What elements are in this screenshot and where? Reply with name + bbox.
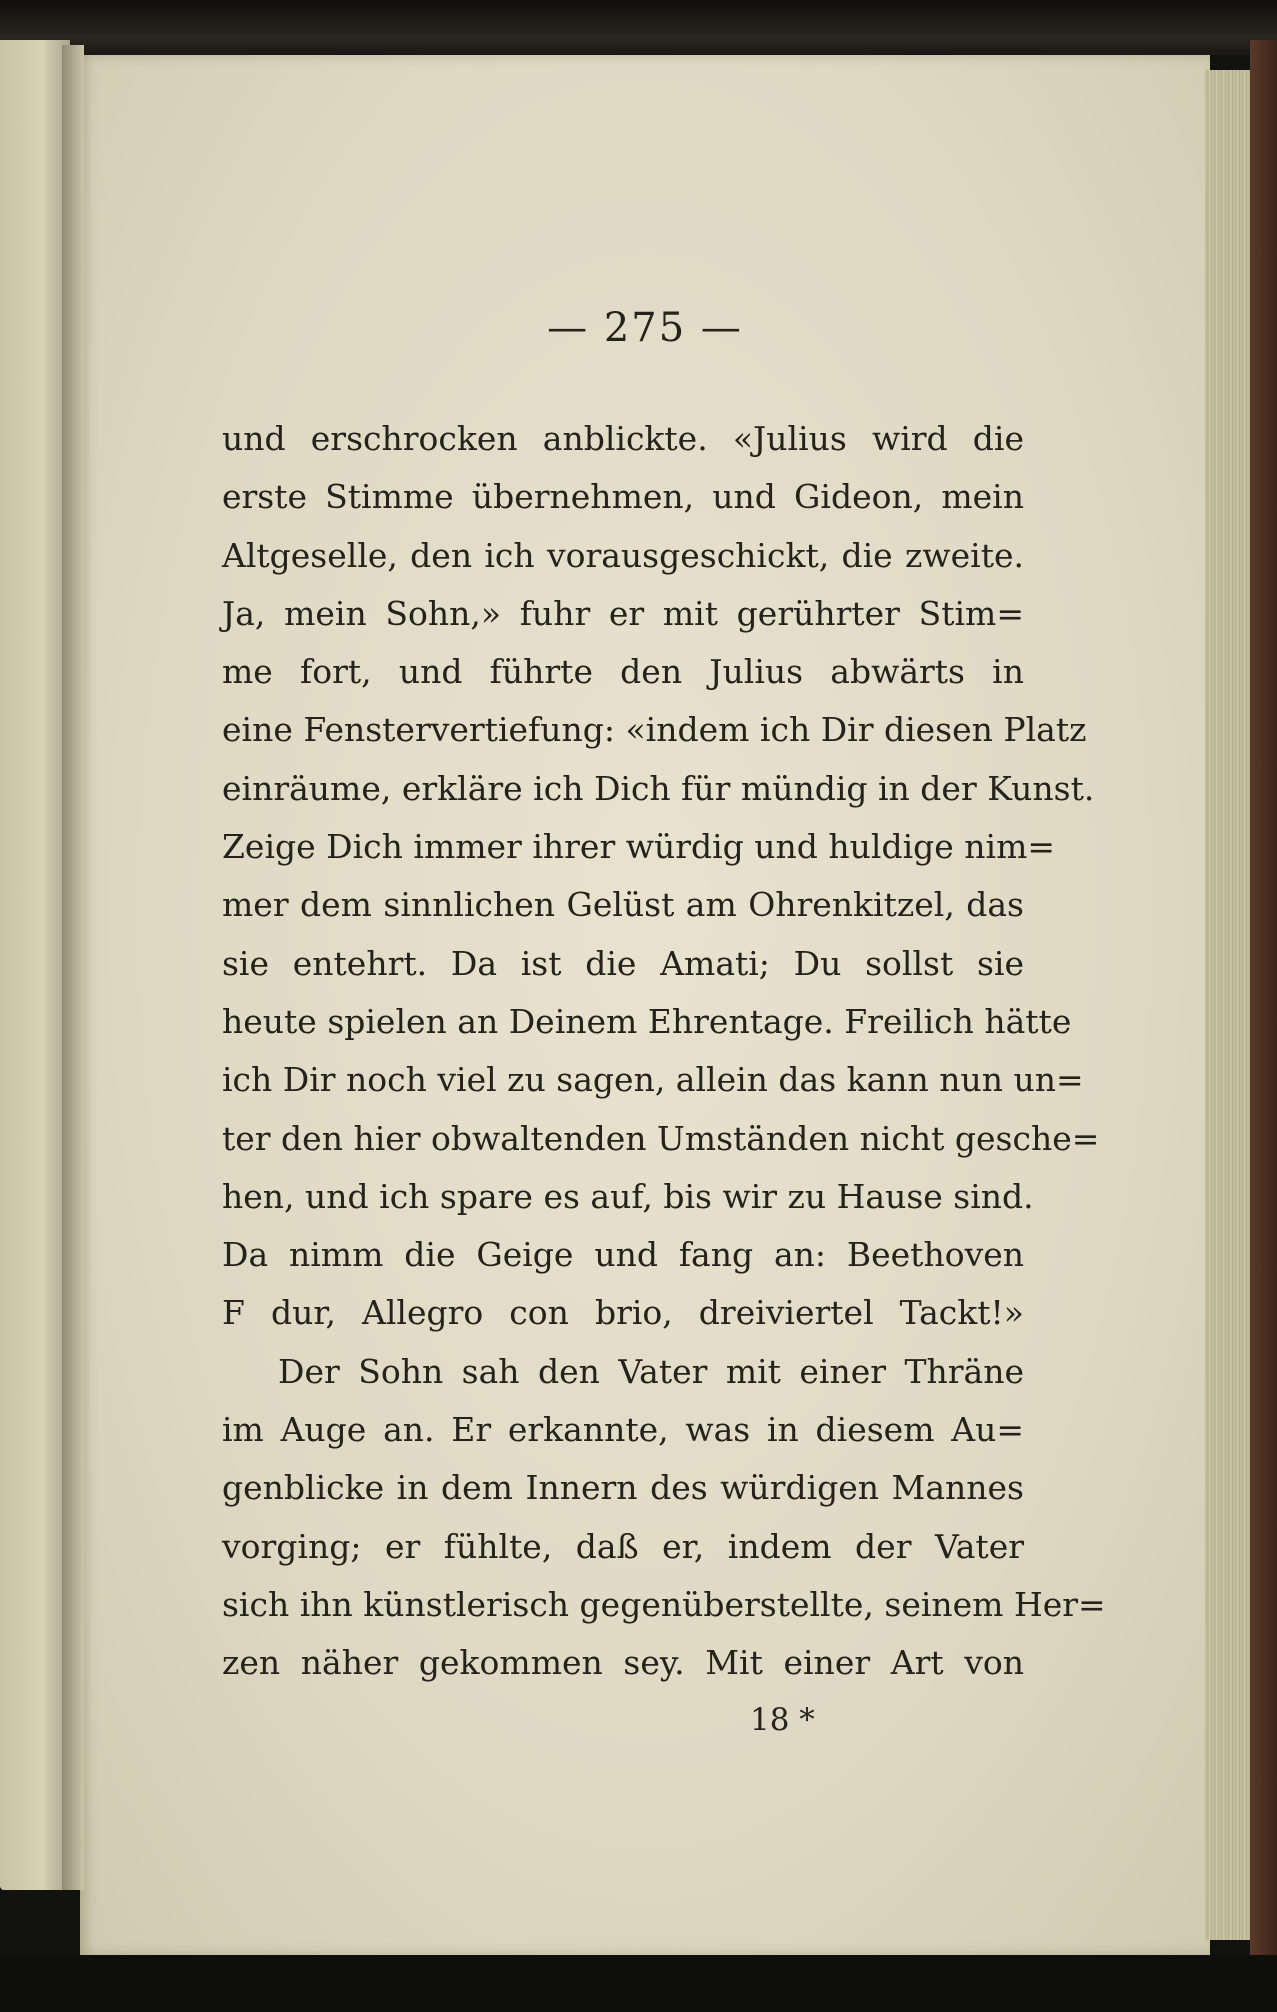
text-line: hen, und ich spare es auf, bis wir zu Hause sind. <box>222 1176 1034 1216</box>
text-line: sich ihn künstlerisch gegenüberstellte, seinem Her= <box>222 1584 1106 1624</box>
text-line: me fort, und führte den Julius abwärts in <box>222 652 1024 692</box>
page-edges <box>1205 70 1255 1940</box>
book-cover-right <box>1250 40 1277 1980</box>
text-line: zen näher gekommen sey. Mit einer Art von <box>222 1643 1024 1683</box>
text-line: Da nimm die Geige und fang an: Beethoven <box>222 1235 1024 1275</box>
text-line: Ja, mein Sohn,» fuhr er mit gerührter Stim= <box>222 593 1024 633</box>
page-body <box>222 410 1106 1693</box>
signature-mark: 18 * <box>750 1702 815 1738</box>
text-line: und erschrocken anblickte. «Julius wird die <box>222 419 1024 458</box>
text-line: ter den hier obwaltenden Umständen nicht gesche= <box>222 1118 1100 1158</box>
text-line: heute spielen an Deinem Ehrentage. Freilich hätte <box>222 1001 1072 1041</box>
text-line: Altgeselle, den ich vorausgeschickt, die zweite. <box>222 535 1024 575</box>
text-line: ich Dir noch viel zu sagen, allein das kann nun un= <box>222 1060 1084 1100</box>
text-line: genblicke in dem Innern des würdigen Mannes <box>222 1468 1024 1508</box>
text-line: eine Fenstervertiefung: «indem ich Dir diesen Platz <box>222 710 1087 750</box>
text-line: im Auge an. Er erkannte, was in diesem Au= <box>222 1410 1024 1450</box>
text-line: F dur, Allegro con brio, dreiviertel Tackt!» <box>222 1293 1024 1333</box>
left-page-edge <box>0 40 70 1890</box>
text-line: einräume, erkläre ich Dich für mündig in der Kunst. <box>222 768 1095 808</box>
text-line: vorging; er fühlte, daß er, indem der Vater <box>222 1526 1024 1566</box>
book-cover-top <box>0 0 1277 55</box>
text-line: sie entehrt. Da ist die Amati; Du sollst sie <box>222 943 1024 983</box>
text-line: erste Stimme übernehmen, und Gideon, mein <box>222 477 1024 517</box>
text-line: Der Sohn sah den Vater mit einer Thräne <box>278 1351 1024 1391</box>
text-line: mer dem sinnlichen Gelüst am Ohrenkitzel, das <box>222 885 1024 925</box>
book-cover-bottom <box>0 1955 1277 2012</box>
text-line: Zeige Dich immer ihrer würdig und huldige nim= <box>222 827 1056 867</box>
page-number-header: — 275 — <box>547 305 743 351</box>
